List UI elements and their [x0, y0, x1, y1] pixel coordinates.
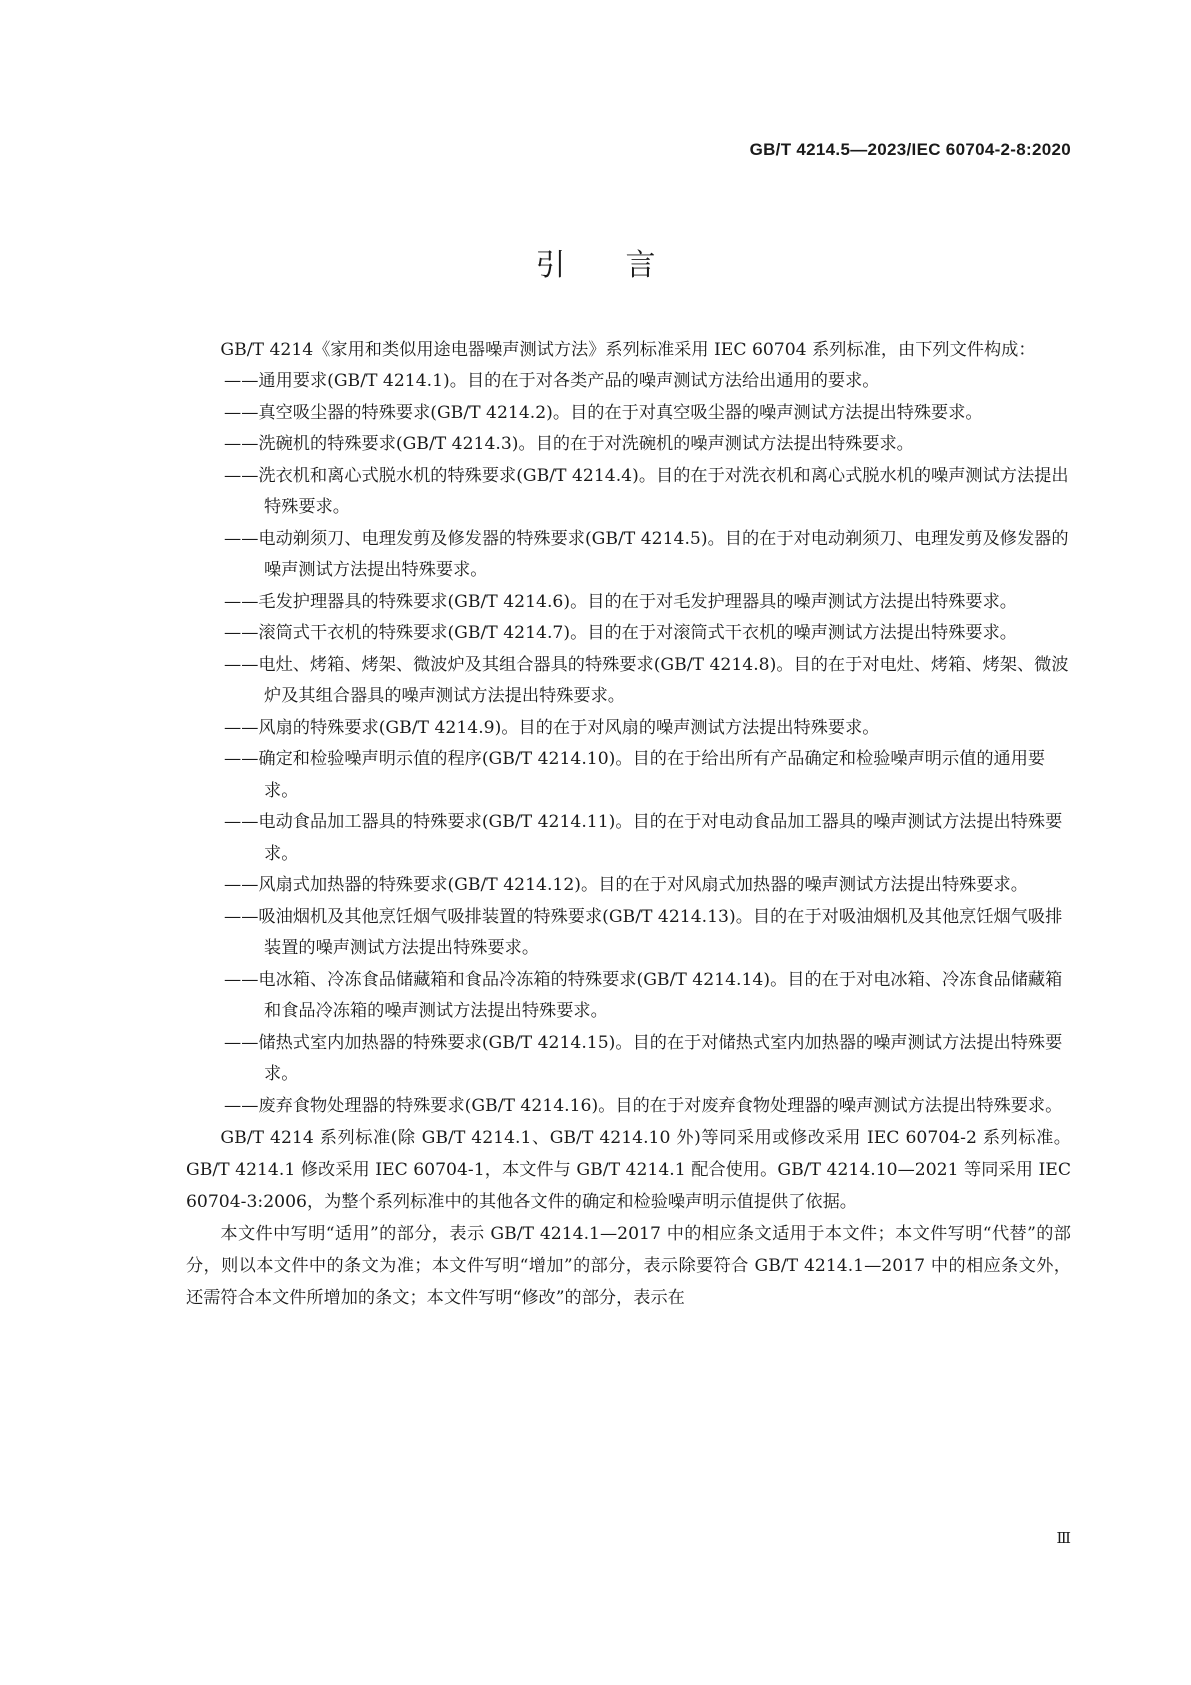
list-item: ——滚筒式干衣机的特殊要求(GB/T 4214.7)。目的在于对滚筒式干衣机的噪声测试方法提出特殊要求。: [224, 623, 1017, 643]
list-item: ——风扇的特殊要求(GB/T 4214.9)。目的在于对风扇的噪声测试方法提出特殊要求。: [224, 717, 880, 738]
list-item: ——洗衣机和离心式脱水机的特殊要求(GB/T 4214.4)。目的在于对洗衣机和离心式脱水机的噪声测试方法提出特殊要求。: [224, 465, 1069, 517]
list-item: ——通用要求(GB/T 4214.1)。目的在于对各类产品的噪声测试方法给出通用的要求。: [224, 371, 880, 391]
applicability-paragraph: 本文件中写明“适用”的部分，表示 GB/T 4214.1—2017 中的相应条文适用于本文件；本文件写明“代替”的部分，则以本文件中的条文为准；本文件写明“增加”的部分，表示除要符合 GB/T 4214.1—2017 中的相应条文外，还需符合本文件所增加的条文；本文件写明“修改”的部分，表示在: [186, 1224, 1071, 1308]
standard-header: GB/T 4214.5—2023/IEC 60704-2-8:2020: [749, 140, 1071, 159]
list-item: ——毛发护理器具的特殊要求(GB/T 4214.6)。目的在于对毛发护理器具的噪声测试方法提出特殊要求。: [224, 591, 1017, 612]
document-body: [186, 334, 1071, 1314]
list-item: ——电动食品加工器具的特殊要求(GB/T 4214.11)。目的在于对电动食品加工器具的噪声测试方法提出特殊要求。: [224, 812, 1063, 864]
list-item: ——吸油烟机及其他烹饪烟气吸排装置的特殊要求(GB/T 4214.13)。目的在于对吸油烟机及其他烹饪烟气吸排装置的噪声测试方法提出特殊要求。: [224, 906, 1063, 958]
page-title: 引言: [535, 248, 716, 283]
list-item: ——电灶、烤箱、烤架、微波炉及其组合器具的特殊要求(GB/T 4214.8)。目的在于对电灶、烤箱、烤架、微波炉及其组合器具的噪声测试方法提出特殊要求。: [224, 654, 1069, 706]
document-list: [186, 366, 1071, 1122]
list-item: ——真空吸尘器的特殊要求(GB/T 4214.2)。目的在于对真空吸尘器的噪声测试方法提出特殊要求。: [224, 402, 983, 423]
list-item: ——储热式室内加热器的特殊要求(GB/T 4214.15)。目的在于对储热式室内加热器的噪声测试方法提出特殊要求。: [224, 1032, 1063, 1084]
list-item: ——风扇式加热器的特殊要求(GB/T 4214.12)。目的在于对风扇式加热器的噪声测试方法提出特殊要求。: [224, 875, 1028, 895]
list-item: ——电冰箱、冷冻食品储藏箱和食品冷冻箱的特殊要求(GB/T 4214.14)。目的在于对电冰箱、冷冻食品储藏箱和食品冷冻箱的噪声测试方法提出特殊要求。: [224, 969, 1063, 1021]
series-paragraph: GB/T 4214 系列标准(除 GB/T 4214.1、GB/T 4214.10 外)等同采用或修改采用 IEC 60704-2 系列标准。GB/T 4214.1 修改采用 IEC 60704-1，本文件与 GB/T 4214.1 配合使用。GB/T 4214.10—2021 等同采用 IEC 60704-3:2006，为整个系列标准中的其他各文件的确定和检验噪声明示值提供了依据。: [186, 1128, 1071, 1212]
list-item: ——确定和检验噪声明示值的程序(GB/T 4214.10)。目的在于给出所有产品确定和检验噪声明示值的通用要求。: [224, 749, 1046, 801]
page-number: Ⅲ: [1056, 1529, 1071, 1547]
list-item: ——洗碗机的特殊要求(GB/T 4214.3)。目的在于对洗碗机的噪声测试方法提出特殊要求。: [224, 434, 914, 454]
intro-paragraph: GB/T 4214《家用和类似用途电器噪声测试方法》系列标准采用 IEC 60704 系列标准，由下列文件构成：: [220, 340, 1036, 360]
list-item: ——电动剃须刀、电理发剪及修发器的特殊要求(GB/T 4214.5)。目的在于对电动剃须刀、电理发剪及修发器的噪声测试方法提出特殊要求。: [224, 528, 1069, 580]
list-item: ——废弃食物处理器的特殊要求(GB/T 4214.16)。目的在于对废弃食物处理器的噪声测试方法提出特殊要求。: [224, 1095, 1063, 1116]
